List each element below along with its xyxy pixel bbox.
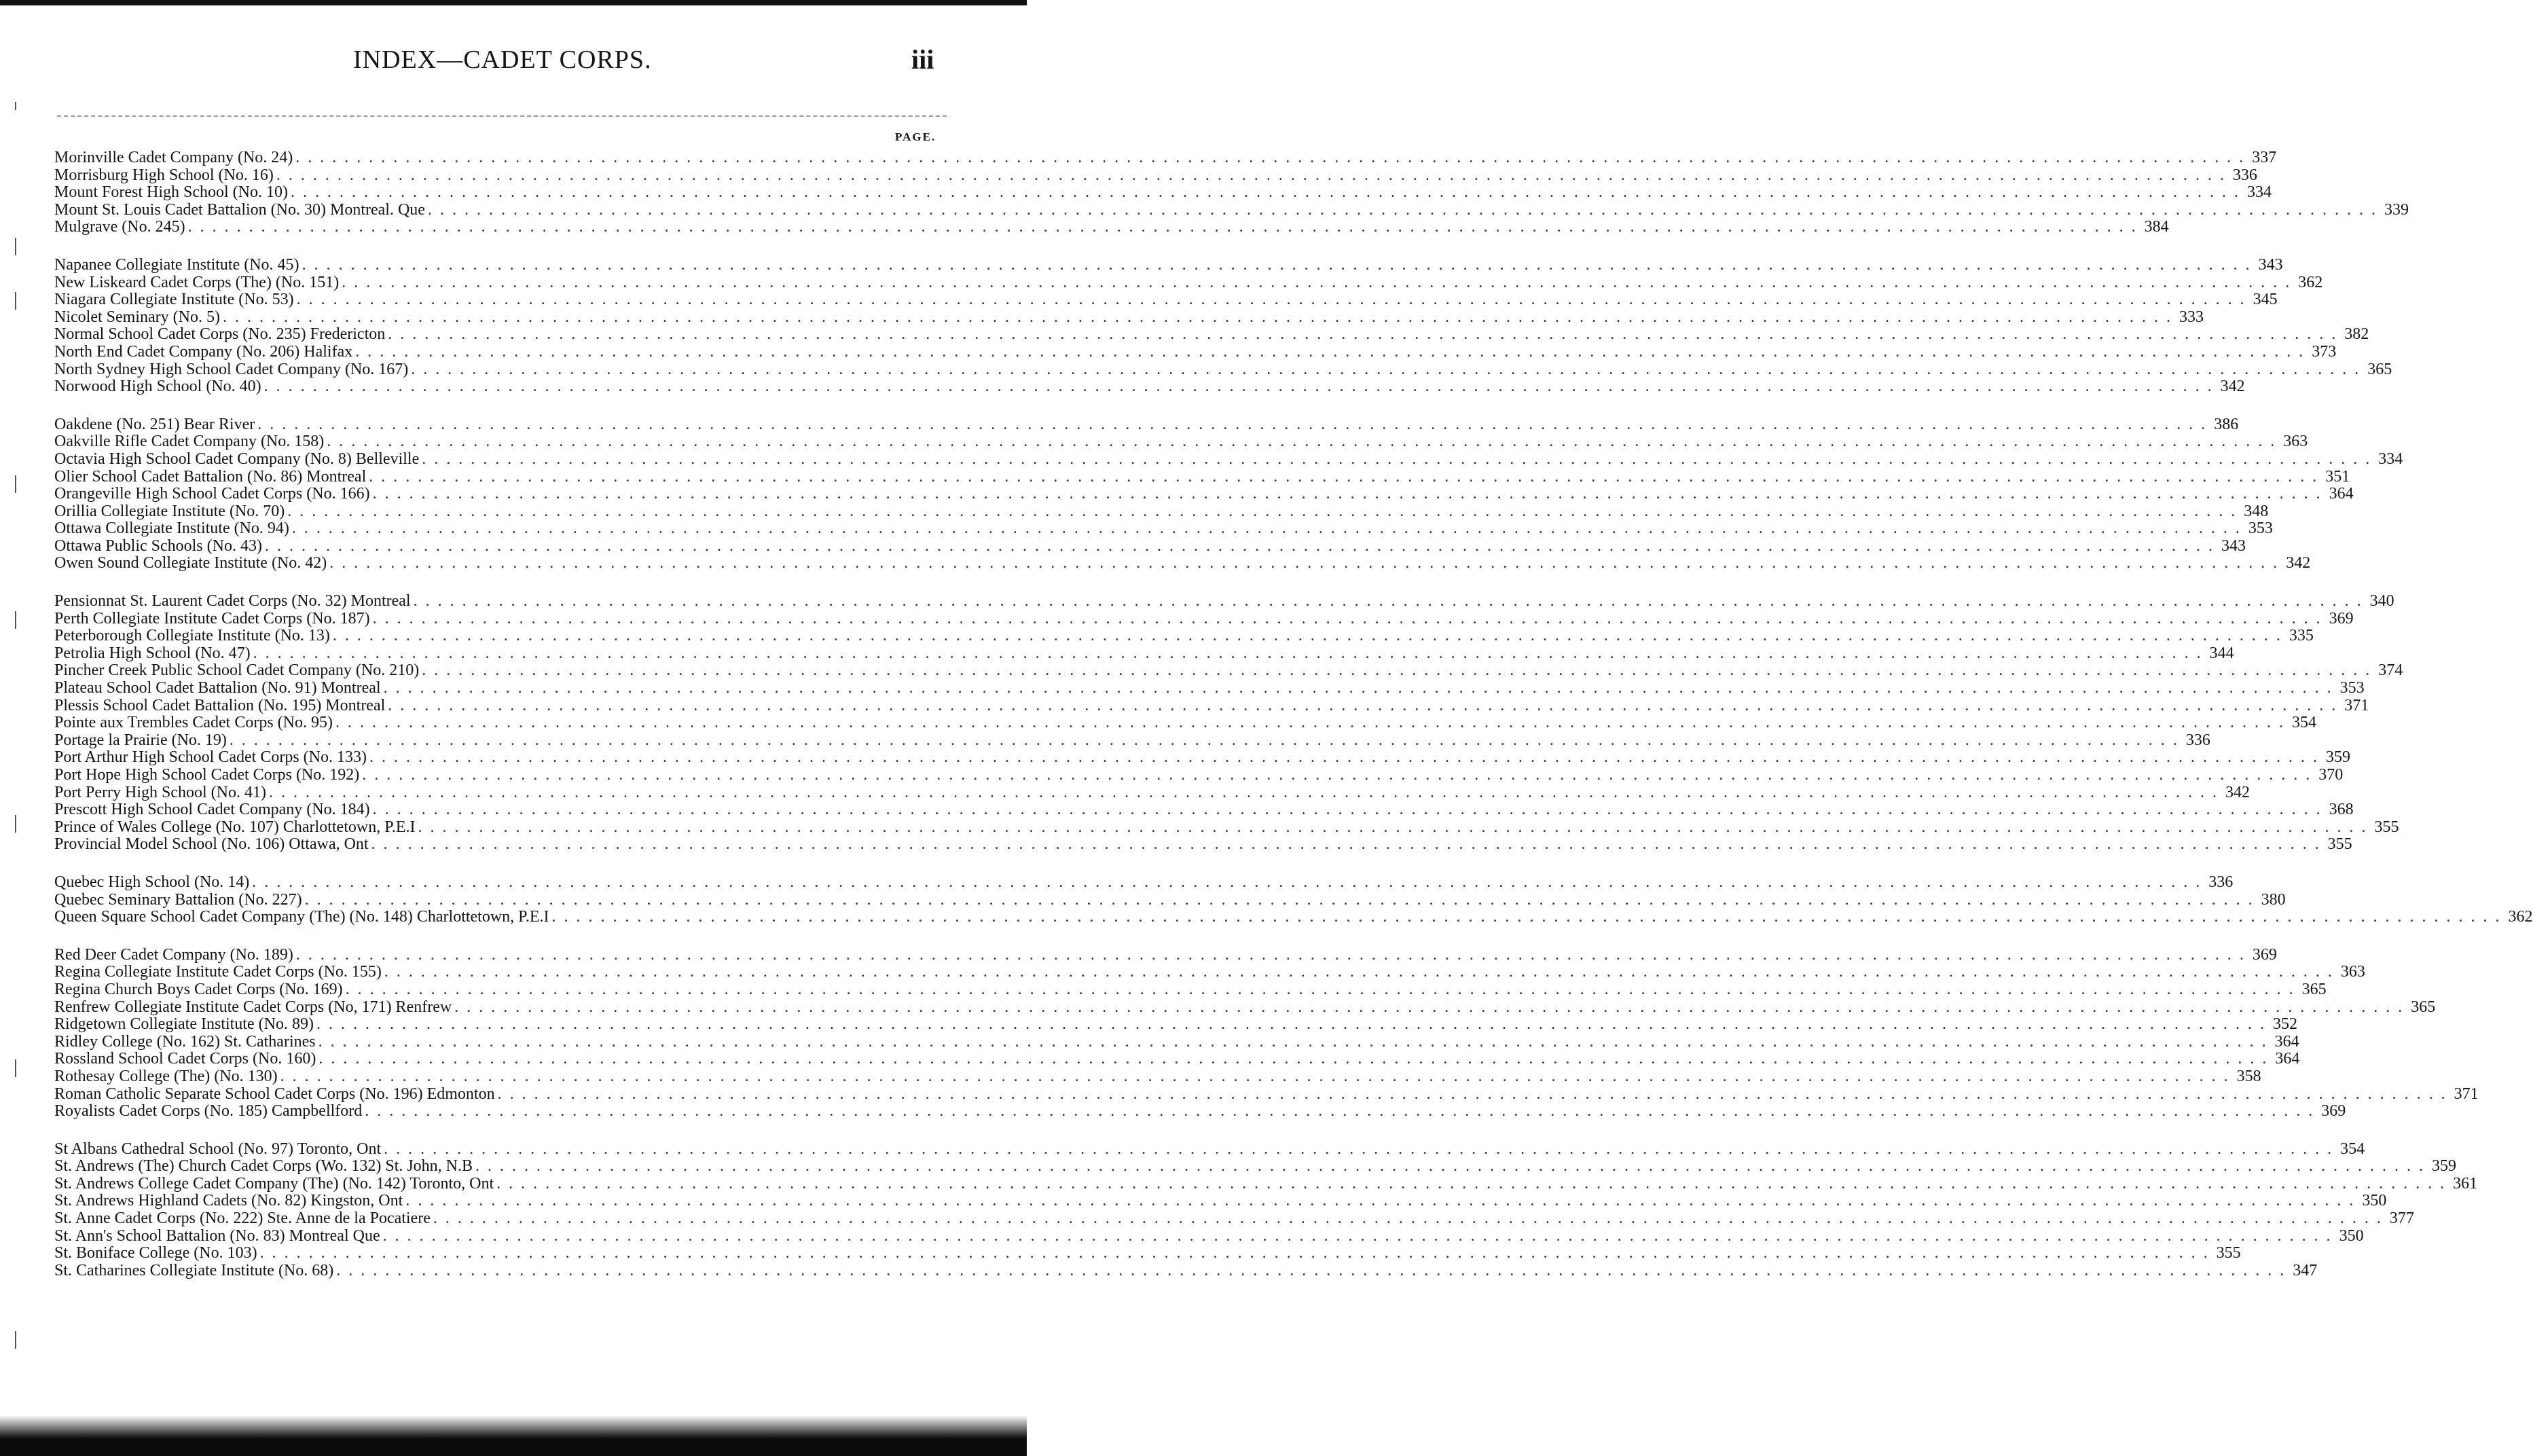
dot-leader: . . . . . . . . . . . . . . . . . . . . . . . . . . . . . . . . . . . . . . . . . . . . . . . . . . . . . . . . . . . . . . . . . . . . . . . . . . . . . . . . . . . . . . . . . . . . . . . . . . . . . . . . . . . . . . . . . . . . . . . . . . . . . . . . . . . . . . . . . . . . . . . . . . . . . . . . . . . . . . . . [345, 980, 2295, 998]
entry-name: St Albans Cathedral School (No. 97) Toronto, Ont [54, 1140, 382, 1158]
scan-top-edge [0, 0, 1027, 5]
entry-name: Provincial Model School (No. 106) Ottawa, Ont [54, 835, 369, 854]
index-entry [54, 1032, 2299, 1051]
entry-page-number: 353 [2248, 520, 2273, 538]
entry-page-number: 368 [2329, 801, 2354, 819]
entry-page-number: 371 [2454, 1085, 2479, 1103]
entry-page-number: 377 [2389, 1209, 2414, 1228]
entry-name: Regina Collegiate Institute Cadet Corps (No. 155) [54, 963, 382, 981]
index-entry [54, 818, 2399, 837]
entry-page-number: 342 [2220, 378, 2245, 396]
entry-name: Ottawa Public Schools (No. 43) [54, 536, 262, 555]
entry-page-number: 362 [2298, 273, 2323, 291]
index-entry [54, 1261, 2318, 1280]
entry-name: Renfrew Collegiate Institute Cadet Corps (No, 171) Renfrew [54, 998, 452, 1016]
dot-leader: . . . . . . . . . . . . . . . . . . . . . . . . . . . . . . . . . . . . . . . . . . . . . . . . . . . . . . . . . . . . . . . . . . . . . . . . . . . . . . . . . . . . . . . . . . . . . . . . . . . . . . . . . . . . . . . . . . . . . . . . . . . . . . . . . . . . . . . . . . . . . . . . . . . . . . . . . . . . . . . . [475, 1157, 2426, 1176]
entry-name: Ridgetown Collegiate Institute (No. 89) [54, 1015, 314, 1034]
dot-leader: . . . . . . . . . . . . . . . . . . . . . . . . . . . . . . . . . . . . . . . . . . . . . . . . . . . . . . . . . . . . . . . . . . . . . . . . . . . . . . . . . . . . . . . . . . . . . . . . . . . . . . . . . . . . . . . . . . . . . . . . . . . . . . . . . . . . . . . . . . . . . . . . . . . . . . . . . . . . . . . . [291, 520, 2242, 538]
index-entry [54, 166, 2257, 185]
margin-mark [15, 475, 16, 493]
dot-leader: . . . . . . . . . . . . . . . . . . . . . . . . . . . . . . . . . . . . . . . . . . . . . . . . . . . . . . . . . . . . . . . . . . . . . . . . . . . . . . . . . . . . . . . . . . . . . . . . . . . . . . . . . . . . . . . . . . . . . . . . . . . . . . . . . . . . . . . . . . . . . . . . . . . . . . . . . . . . . . . . [388, 696, 2338, 714]
entry-page-number: 362 [2508, 908, 2533, 926]
index-list [54, 149, 2533, 1300]
index-entry [54, 890, 2286, 909]
entry-page-number: 348 [2244, 502, 2269, 520]
dot-leader: . . . . . . . . . . . . . . . . . . . . . . . . . . . . . . . . . . . . . . . . . . . . . . . . . . . . . . . . . . . . . . . . . . . . . . . . . . . . . . . . . . . . . . . . . . . . . . . . . . . . . . . . . . . . . . . . . . . . . . . . . . . . . . . . . . . . . . . . . . . . . . . . . . . . . . . . . . . . . . . . [295, 149, 2246, 166]
dot-leader: . . . . . . . . . . . . . . . . . . . . . . . . . . . . . . . . . . . . . . . . . . . . . . . . . . . . . . . . . . . . . . . . . . . . . . . . . . . . . . . . . . . . . . . . . . . . . . . . . . . . . . . . . . . . . . . . . . . . . . . . . . . . . . . . . . . . . . . . . . . . . . . . . . . . . . . . . . . . . . . . [433, 1209, 2383, 1228]
index-entry [54, 998, 2436, 1017]
scan-bottom-shadow [0, 1415, 1027, 1456]
entry-name: North End Cadet Company (No. 206) Halifax [54, 342, 353, 361]
index-entry [54, 731, 2210, 750]
index-entry [54, 415, 2239, 434]
index-entry [54, 1226, 2364, 1245]
index-entry [54, 502, 2269, 521]
dot-leader: . . . . . . . . . . . . . . . . . . . . . . . . . . . . . . . . . . . . . . . . . . . . . . . . . . . . . . . . . . . . . . . . . . . . . . . . . . . . . . . . . . . . . . . . . . . . . . . . . . . . . . . . . . . . . . . . . . . . . . . . . . . . . . . . . . . . . . . . . . . . . . . . . . . . . . . . . . . . . . . . [316, 1015, 2266, 1034]
entry-page-number: 335 [2289, 627, 2314, 645]
index-entry [54, 1192, 2387, 1210]
index-entry [54, 1174, 2478, 1193]
entry-name: Oakville Rifle Cadet Company (No. 158) [54, 433, 325, 451]
dot-leader: . . . . . . . . . . . . . . . . . . . . . . . . . . . . . . . . . . . . . . . . . . . . . . . . . . . . . . . . . . . . . . . . . . . . . . . . . . . . . . . . . . . . . . . . . . . . . . . . . . . . . . . . . . . . . . . . . . . . . . . . . . . . . . . . . . . . . . . . . . . . . . . . . . . . . . . . . . . . . . . . [229, 731, 2179, 749]
entry-page-number: 386 [2214, 415, 2239, 433]
dot-leader: . . . . . . . . . . . . . . . . . . . . . . . . . . . . . . . . . . . . . . . . . . . . . . . . . . . . . . . . . . . . . . . . . . . . . . . . . . . . . . . . . . . . . . . . . . . . . . . . . . . . . . . . . . . . . . . . . . . . . . . . . . . . . . . . . . . . . . . . . . . . . . . . . . . . . . . . . . . . . . . . [372, 801, 2322, 819]
index-entry [54, 1157, 2457, 1176]
entry-name: St. Ann's School Battalion (No. 83) Montreal Que [54, 1226, 380, 1245]
entry-name: North Sydney High School Cadet Company (No. 167) [54, 360, 409, 378]
entry-name: Petrolia High School (No. 47) [54, 644, 251, 662]
entry-page-number: 384 [2144, 218, 2169, 236]
index-entry [54, 609, 2354, 628]
entry-page-number: 355 [2216, 1244, 2241, 1262]
margin-mark [15, 1059, 16, 1077]
margin-mark [15, 292, 16, 310]
entry-page-number: 370 [2318, 766, 2344, 784]
index-entry [54, 945, 2277, 964]
entry-name: Quebec High School (No. 14) [54, 873, 250, 891]
header-divider [57, 115, 947, 117]
index-entry [54, 627, 2314, 645]
page-title: INDEX—CADET CORPS. [353, 46, 652, 74]
entry-name: St. Andrews College Cadet Company (The) (No. 142) Toronto, Ont [54, 1174, 494, 1193]
index-entry [54, 1015, 2297, 1034]
dot-leader: . . . . . . . . . . . . . . . . . . . . . . . . . . . . . . . . . . . . . . . . . . . . . . . . . . . . . . . . . . . . . . . . . . . . . . . . . . . . . . . . . . . . . . . . . . . . . . . . . . . . . . . . . . . . . . . . . . . . . . . . . . . . . . . . . . . . . . . . . . . . . . . . . . . . . . . . . . . . . . . . [369, 467, 2319, 486]
entry-name: Mulgrave (No. 245) [54, 218, 185, 236]
index-section-p [54, 592, 2403, 854]
dot-leader: . . . . . . . . . . . . . . . . . . . . . . . . . . . . . . . . . . . . . . . . . . . . . . . . . . . . . . . . . . . . . . . . . . . . . . . . . . . . . . . . . . . . . . . . . . . . . . . . . . . . . . . . . . . . . . . . . . . . . . . . . . . . . . . . . . . . . . . . . . . . . . . . . . . . . . . . . . . . . . . . [304, 890, 2255, 909]
margin-mark [15, 815, 16, 833]
index-entry [54, 873, 2234, 892]
entry-name: New Liskeard Cadet Corps (The) (No. 151) [54, 273, 340, 291]
dot-leader: . . . . . . . . . . . . . . . . . . . . . . . . . . . . . . . . . . . . . . . . . . . . . . . . . . . . . . . . . . . . . . . . . . . . . . . . . . . . . . . . . . . . . . . . . . . . . . . . . . . . . . . . . . . . . . . . . . . . . . . . . . . . . . . . . . . . . . . . . . . . . . . . . . . . . . . . . . . . . . . . [332, 627, 2282, 645]
index-entry [54, 908, 2533, 926]
index-entry [54, 536, 2246, 556]
dot-leader: . . . . . . . . . . . . . . . . . . . . . . . . . . . . . . . . . . . . . . . . . . . . . . . . . . . . . . . . . . . . . . . . . . . . . . . . . . . . . . . . . . . . . . . . . . . . . . . . . . . . . . . . . . . . . . . . . . . . . . . . . . . . . . . . . . . . . . . . . . . . . . . . . . . . . . . . . . . . . . . . [551, 908, 2502, 926]
entry-page-number: 374 [2378, 661, 2403, 680]
dot-leader: . . . . . . . . . . . . . . . . . . . . . . . . . . . . . . . . . . . . . . . . . . . . . . . . . . . . . . . . . . . . . . . . . . . . . . . . . . . . . . . . . . . . . . . . . . . . . . . . . . . . . . . . . . . . . . . . . . . . . . . . . . . . . . . . . . . . . . . . . . . . . . . . . . . . . . . . . . . . . . . . [318, 1032, 2268, 1051]
margin-mark [15, 238, 16, 255]
entry-page-number: 352 [2272, 1015, 2297, 1034]
page-column-label: PAGE. [895, 130, 936, 143]
dot-leader: . . . . . . . . . . . . . . . . . . . . . . . . . . . . . . . . . . . . . . . . . . . . . . . . . . . . . . . . . . . . . . . . . . . . . . . . . . . . . . . . . . . . . . . . . . . . . . . . . . . . . . . . . . . . . . . . . . . . . . . . . . . . . . . . . . . . . . . . . . . . . . . . . . . . . . . . . . . . . . . . [342, 273, 2292, 291]
entry-page-number: 336 [2185, 731, 2210, 749]
entry-page-number: 351 [2325, 467, 2350, 486]
entry-name: Plessis School Cadet Battalion (No. 195) Montreal [54, 696, 386, 714]
dot-leader: . . . . . . . . . . . . . . . . . . . . . . . . . . . . . . . . . . . . . . . . . . . . . . . . . . . . . . . . . . . . . . . . . . . . . . . . . . . . . . . . . . . . . . . . . . . . . . . . . . . . . . . . . . . . . . . . . . . . . . . . . . . . . . . . . . . . . . . . . . . . . . . . . . . . . . . . . . . . . . . . [327, 433, 2277, 451]
entry-name: Royalists Cadet Corps (No. 185) Campbellford [54, 1102, 363, 1121]
entry-name: Queen Square School Cadet Company (The) (No. 148) Charlottetown, P.E.I [54, 908, 549, 926]
entry-name: Pincher Creek Public School Cadet Company (No. 210) [54, 661, 420, 680]
index-entry [54, 291, 2278, 309]
entry-page-number: 343 [2258, 255, 2283, 274]
entry-name: Port Perry High School (No. 41) [54, 783, 266, 801]
entry-name: Port Hope High School Cadet Corps (No. 192) [54, 766, 360, 784]
index-section-s [54, 1140, 2478, 1280]
entry-page-number: 353 [2339, 679, 2365, 697]
entry-name: St. Andrews (The) Church Cadet Corps (Wo. 132) St. John, N.B [54, 1157, 473, 1176]
dot-leader: . . . . . . . . . . . . . . . . . . . . . . . . . . . . . . . . . . . . . . . . . . . . . . . . . . . . . . . . . . . . . . . . . . . . . . . . . . . . . . . . . . . . . . . . . . . . . . . . . . . . . . . . . . . . . . . . . . . . . . . . . . . . . . . . . . . . . . . . . . . . . . . . . . . . . . . . . . . . . . . . [372, 485, 2322, 503]
index-entry [54, 273, 2323, 292]
index-entry [54, 1067, 2261, 1086]
dot-leader: . . . . . . . . . . . . . . . . . . . . . . . . . . . . . . . . . . . . . . . . . . . . . . . . . . . . . . . . . . . . . . . . . . . . . . . . . . . . . . . . . . . . . . . . . . . . . . . . . . . . . . . . . . . . . . . . . . . . . . . . . . . . . . . . . . . . . . . . . . . . . . . . . . . . . . . . . . . . . . . . [355, 342, 2306, 361]
dot-leader: . . . . . . . . . . . . . . . . . . . . . . . . . . . . . . . . . . . . . . . . . . . . . . . . . . . . . . . . . . . . . . . . . . . . . . . . . . . . . . . . . . . . . . . . . . . . . . . . . . . . . . . . . . . . . . . . . . . . . . . . . . . . . . . . . . . . . . . . . . . . . . . . . . . . . . . . . . . . . . . . [287, 502, 2238, 520]
entry-page-number: 337 [2252, 149, 2277, 166]
entry-page-number: 347 [2293, 1261, 2318, 1279]
index-entry [54, 485, 2354, 503]
entry-page-number: 369 [2329, 609, 2354, 627]
index-section-q [54, 873, 2533, 926]
entry-page-number: 364 [2275, 1050, 2300, 1068]
entry-name: Morinville Cadet Company (No. 24) [54, 149, 293, 166]
entry-page-number: 371 [2344, 696, 2369, 714]
entry-page-number: 364 [2274, 1032, 2299, 1051]
dot-leader: . . . . . . . . . . . . . . . . . . . . . . . . . . . . . . . . . . . . . . . . . . . . . . . . . . . . . . . . . . . . . . . . . . . . . . . . . . . . . . . . . . . . . . . . . . . . . . . . . . . . . . . . . . . . . . . . . . . . . . . . . . . . . . . . . . . . . . . . . . . . . . . . . . . . . . . . . . . . . . . . [411, 360, 2361, 378]
entry-page-number: 363 [2283, 433, 2308, 451]
entry-page-number: 359 [2325, 748, 2350, 767]
entry-name: Norwood High School (No. 40) [54, 378, 261, 396]
index-entry [54, 200, 2409, 219]
margin-mark [15, 102, 16, 110]
dot-leader: . . . . . . . . . . . . . . . . . . . . . . . . . . . . . . . . . . . . . . . . . . . . . . . . . . . . . . . . . . . . . . . . . . . . . . . . . . . . . . . . . . . . . . . . . . . . . . . . . . . . . . . . . . . . . . . . . . . . . . . . . . . . . . . . . . . . . . . . . . . . . . . . . . . . . . . . . . . . . . . . [291, 183, 2240, 202]
index-entry [54, 1102, 2346, 1121]
entry-name: Orillia Collegiate Institute (No. 70) [54, 502, 285, 520]
entry-name: Niagara Collegiate Institute (No. 53) [54, 291, 294, 309]
entry-name: Rossland School Cadet Corps (No. 160) [54, 1050, 316, 1068]
entry-page-number: 350 [2339, 1226, 2364, 1245]
index-entry [54, 183, 2272, 202]
dot-leader: . . . . . . . . . . . . . . . . . . . . . . . . . . . . . . . . . . . . . . . . . . . . . . . . . . . . . . . . . . . . . . . . . . . . . . . . . . . . . . . . . . . . . . . . . . . . . . . . . . . . . . . . . . . . . . . . . . . . . . . . . . . . . . . . . . . . . . . . . . . . . . . . . . . . . . . . . . . . . . . . [302, 255, 2252, 274]
entry-name: Perth Collegiate Institute Cadet Corps (No. 187) [54, 609, 370, 627]
entry-name: Plateau School Cadet Battalion (No. 91) Montreal [54, 679, 381, 697]
index-entry [54, 963, 2365, 981]
dot-leader: . . . . . . . . . . . . . . . . . . . . . . . . . . . . . . . . . . . . . . . . . . . . . . . . . . . . . . . . . . . . . . . . . . . . . . . . . . . . . . . . . . . . . . . . . . . . . . . . . . . . . . . . . . . . . . . . . . . . . . . . . . . . . . . . . . . . . . . . . . . . . . . . . . . . . . . . . . . . . . . . [372, 609, 2322, 627]
index-entry [54, 520, 2273, 538]
index-entry [54, 1244, 2241, 1262]
dot-leader: . . . . . . . . . . . . . . . . . . . . . . . . . . . . . . . . . . . . . . . . . . . . . . . . . . . . . . . . . . . . . . . . . . . . . . . . . . . . . . . . . . . . . . . . . . . . . . . . . . . . . . . . . . . . . . . . . . . . . . . . . . . . . . . . . . . . . . . . . . . . . . . . . . . . . . . . . . . . . . . . [336, 1261, 2286, 1279]
dot-leader: . . . . . . . . . . . . . . . . . . . . . . . . . . . . . . . . . . . . . . . . . . . . . . . . . . . . . . . . . . . . . . . . . . . . . . . . . . . . . . . . . . . . . . . . . . . . . . . . . . . . . . . . . . . . . . . . . . . . . . . . . . . . . . . . . . . . . . . . . . . . . . . . . . . . . . . . . . . . . . . . [388, 325, 2338, 344]
entry-page-number: 363 [2340, 963, 2365, 981]
index-entry [54, 766, 2344, 784]
entry-name: Regina Church Boys Cadet Corps (No. 169) [54, 980, 343, 998]
index-entry [54, 325, 2369, 344]
dot-leader: . . . . . . . . . . . . . . . . . . . . . . . . . . . . . . . . . . . . . . . . . . . . . . . . . . . . . . . . . . . . . . . . . . . . . . . . . . . . . . . . . . . . . . . . . . . . . . . . . . . . . . . . . . . . . . . . . . . . . . . . . . . . . . . . . . . . . . . . . . . . . . . . . . . . . . . . . . . . . . . . [496, 1174, 2447, 1193]
entry-name: Morrisburg High School (No. 16) [54, 166, 274, 184]
page-number: iii [911, 44, 934, 75]
entry-name: Rothesay College (The) (No. 130) [54, 1067, 278, 1085]
entry-name: Port Arthur High School Cadet Corps (No. 133) [54, 748, 367, 767]
dot-leader: . . . . . . . . . . . . . . . . . . . . . . . . . . . . . . . . . . . . . . . . . . . . . . . . . . . . . . . . . . . . . . . . . . . . . . . . . . . . . . . . . . . . . . . . . . . . . . . . . . . . . . . . . . . . . . . . . . . . . . . . . . . . . . . . . . . . . . . . . . . . . . . . . . . . . . . . . . . . . . . . [296, 291, 2246, 309]
entry-name: Mount St. Louis Cadet Battalion (No. 30) Montreal. Que [54, 200, 425, 219]
dot-leader: . . . . . . . . . . . . . . . . . . . . . . . . . . . . . . . . . . . . . . . . . . . . . . . . . . . . . . . . . . . . . . . . . . . . . . . . . . . . . . . . . . . . . . . . . . . . . . . . . . . . . . . . . . . . . . . . . . . . . . . . . . . . . . . . . . . . . . . . . . . . . . . . . . . . . . . . . . . . . . . . [382, 1226, 2333, 1245]
index-entry [54, 149, 2277, 167]
entry-name: St. Boniface College (No. 103) [54, 1244, 257, 1262]
entry-name: Prince of Wales College (No. 107) Charlottetown, P.E.I [54, 818, 416, 836]
dot-leader: . . . . . . . . . . . . . . . . . . . . . . . . . . . . . . . . . . . . . . . . . . . . . . . . . . . . . . . . . . . . . . . . . . . . . . . . . . . . . . . . . . . . . . . . . . . . . . . . . . . . . . . . . . . . . . . . . . . . . . . . . . . . . . . . . . . . . . . . . . . . . . . . . . . . . . . . . . . . . . . . [335, 714, 2285, 732]
index-entry [54, 433, 2308, 451]
entry-page-number: 333 [2179, 308, 2204, 326]
index-entry [54, 467, 2350, 486]
dot-leader: . . . . . . . . . . . . . . . . . . . . . . . . . . . . . . . . . . . . . . . . . . . . . . . . . . . . . . . . . . . . . . . . . . . . . . . . . . . . . . . . . . . . . . . . . . . . . . . . . . . . . . . . . . . . . . . . . . . . . . . . . . . . . . . . . . . . . . . . . . . . . . . . . . . . . . . . . . . . . . . . [259, 1244, 2210, 1262]
dot-leader: . . . . . . . . . . . . . . . . . . . . . . . . . . . . . . . . . . . . . . . . . . . . . . . . . . . . . . . . . . . . . . . . . . . . . . . . . . . . . . . . . . . . . . . . . . . . . . . . . . . . . . . . . . . . . . . . . . . . . . . . . . . . . . . . . . . . . . . . . . . . . . . . . . . . . . . . . . . . . . . . [276, 166, 2226, 184]
entry-name: Prescott High School Cadet Company (No. 184) [54, 801, 370, 819]
entry-page-number: 364 [2329, 485, 2354, 503]
index-section-o [54, 415, 2403, 572]
entry-page-number: 369 [2252, 945, 2277, 964]
entry-page-number: 361 [2453, 1174, 2478, 1193]
dot-leader: . . . . . . . . . . . . . . . . . . . . . . . . . . . . . . . . . . . . . . . . . . . . . . . . . . . . . . . . . . . . . . . . . . . . . . . . . . . . . . . . . . . . . . . . . . . . . . . . . . . . . . . . . . . . . . . . . . . . . . . . . . . . . . . . . . . . . . . . . . . . . . . . . . . . . . . . . . . . . . . . [497, 1085, 2447, 1103]
dot-leader: . . . . . . . . . . . . . . . . . . . . . . . . . . . . . . . . . . . . . . . . . . . . . . . . . . . . . . . . . . . . . . . . . . . . . . . . . . . . . . . . . . . . . . . . . . . . . . . . . . . . . . . . . . . . . . . . . . . . . . . . . . . . . . . . . . . . . . . . . . . . . . . . . . . . . . . . . . . . . . . . [280, 1067, 2230, 1085]
entry-page-number: 342 [2286, 554, 2311, 572]
dot-leader: . . . . . . . . . . . . . . . . . . . . . . . . . . . . . . . . . . . . . . . . . . . . . . . . . . . . . . . . . . . . . . . . . . . . . . . . . . . . . . . . . . . . . . . . . . . . . . . . . . . . . . . . . . . . . . . . . . . . . . . . . . . . . . . . . . . . . . . . . . . . . . . . . . . . . . . . . . . . . . . . [418, 818, 2368, 836]
dot-leader: . . . . . . . . . . . . . . . . . . . . . . . . . . . . . . . . . . . . . . . . . . . . . . . . . . . . . . . . . . . . . . . . . . . . . . . . . . . . . . . . . . . . . . . . . . . . . . . . . . . . . . . . . . . . . . . . . . . . . . . . . . . . . . . . . . . . . . . . . . . . . . . . . . . . . . . . . . . . . . . . [371, 835, 2321, 854]
entry-name: Orangeville High School Cadet Corps (No. 166) [54, 485, 370, 503]
dot-leader: . . . . . . . . . . . . . . . . . . . . . . . . . . . . . . . . . . . . . . . . . . . . . . . . . . . . . . . . . . . . . . . . . . . . . . . . . . . . . . . . . . . . . . . . . . . . . . . . . . . . . . . . . . . . . . . . . . . . . . . . . . . . . . . . . . . . . . . . . . . . . . . . . . . . . . . . . . . . . . . . [422, 450, 2372, 468]
entry-name: Peterborough Collegiate Institute (No. 13) [54, 627, 330, 645]
dot-leader: . . . . . . . . . . . . . . . . . . . . . . . . . . . . . . . . . . . . . . . . . . . . . . . . . . . . . . . . . . . . . . . . . . . . . . . . . . . . . . . . . . . . . . . . . . . . . . . . . . . . . . . . . . . . . . . . . . . . . . . . . . . . . . . . . . . . . . . . . . . . . . . . . . . . . . . . . . . . . . . . [253, 644, 2203, 662]
index-entry [54, 255, 2283, 274]
index-entry [54, 1050, 2300, 1068]
entry-name: Pointe aux Trembles Cadet Corps (No. 95) [54, 714, 333, 732]
dot-leader: . . . . . . . . . . . . . . . . . . . . . . . . . . . . . . . . . . . . . . . . . . . . . . . . . . . . . . . . . . . . . . . . . . . . . . . . . . . . . . . . . . . . . . . . . . . . . . . . . . . . . . . . . . . . . . . . . . . . . . . . . . . . . . . . . . . . . . . . . . . . . . . . . . . . . . . . . . . . . . . . [362, 766, 2312, 784]
dot-leader: . . . . . . . . . . . . . . . . . . . . . . . . . . . . . . . . . . . . . . . . . . . . . . . . . . . . . . . . . . . . . . . . . . . . . . . . . . . . . . . . . . . . . . . . . . . . . . . . . . . . . . . . . . . . . . . . . . . . . . . . . . . . . . . . . . . . . . . . . . . . . . . . . . . . . . . . . . . . . . . . [384, 963, 2334, 981]
entry-name: Octavia High School Cadet Company (No. 8) Belleville [54, 450, 420, 468]
dot-leader: . . . . . . . . . . . . . . . . . . . . . . . . . . . . . . . . . . . . . . . . . . . . . . . . . . . . . . . . . . . . . . . . . . . . . . . . . . . . . . . . . . . . . . . . . . . . . . . . . . . . . . . . . . . . . . . . . . . . . . . . . . . . . . . . . . . . . . . . . . . . . . . . . . . . . . . . . . . . . . . . [427, 200, 2377, 219]
index-entry [54, 748, 2350, 767]
entry-name: Normal School Cadet Corps (No. 235) Fredericton [54, 325, 386, 344]
entry-name: Portage la Prairie (No. 19) [54, 731, 227, 749]
entry-name: Olier School Cadet Battalion (No. 86) Montreal [54, 467, 367, 486]
entry-page-number: 339 [2384, 200, 2409, 219]
index-entry [54, 1209, 2414, 1228]
index-entry [54, 661, 2403, 680]
dot-leader: . . . . . . . . . . . . . . . . . . . . . . . . . . . . . . . . . . . . . . . . . . . . . . . . . . . . . . . . . . . . . . . . . . . . . . . . . . . . . . . . . . . . . . . . . . . . . . . . . . . . . . . . . . . . . . . . . . . . . . . . . . . . . . . . . . . . . . . . . . . . . . . . . . . . . . . . . . . . . . . . [454, 998, 2405, 1016]
index-entry [54, 308, 2204, 327]
entry-name: St. Andrews Highland Cadets (No. 82) Kingston, Ont [54, 1192, 403, 1210]
index-entry [54, 592, 2394, 611]
entry-page-number: 382 [2344, 325, 2369, 344]
entry-page-number: 380 [2261, 890, 2286, 909]
dot-leader: . . . . . . . . . . . . . . . . . . . . . . . . . . . . . . . . . . . . . . . . . . . . . . . . . . . . . . . . . . . . . . . . . . . . . . . . . . . . . . . . . . . . . . . . . . . . . . . . . . . . . . . . . . . . . . . . . . . . . . . . . . . . . . . . . . . . . . . . . . . . . . . . . . . . . . . . . . . . . . . . [329, 554, 2280, 572]
entry-name: Ridley College (No. 162) St. Catharines [54, 1032, 316, 1051]
dot-leader: . . . . . . . . . . . . . . . . . . . . . . . . . . . . . . . . . . . . . . . . . . . . . . . . . . . . . . . . . . . . . . . . . . . . . . . . . . . . . . . . . . . . . . . . . . . . . . . . . . . . . . . . . . . . . . . . . . . . . . . . . . . . . . . . . . . . . . . . . . . . . . . . . . . . . . . . . . . . . . . . [365, 1102, 2315, 1121]
dot-leader: . . . . . . . . . . . . . . . . . . . . . . . . . . . . . . . . . . . . . . . . . . . . . . . . . . . . . . . . . . . . . . . . . . . . . . . . . . . . . . . . . . . . . . . . . . . . . . . . . . . . . . . . . . . . . . . . . . . . . . . . . . . . . . . . . . . . . . . . . . . . . . . . . . . . . . . . . . . . . . . . [405, 1192, 2356, 1210]
index-entry [54, 450, 2403, 469]
index-entry [54, 835, 2352, 854]
index-entry [54, 218, 2169, 236]
entry-page-number: 336 [2208, 873, 2234, 891]
dot-leader: . . . . . . . . . . . . . . . . . . . . . . . . . . . . . . . . . . . . . . . . . . . . . . . . . . . . . . . . . . . . . . . . . . . . . . . . . . . . . . . . . . . . . . . . . . . . . . . . . . . . . . . . . . . . . . . . . . . . . . . . . . . . . . . . . . . . . . . . . . . . . . . . . . . . . . . . . . . . . . . . [383, 679, 2333, 697]
margin-mark [15, 1331, 16, 1349]
entry-page-number: 343 [2221, 536, 2246, 555]
entry-name: Napanee Collegiate Institute (No. 45) [54, 255, 299, 274]
dot-leader: . . . . . . . . . . . . . . . . . . . . . . . . . . . . . . . . . . . . . . . . . . . . . . . . . . . . . . . . . . . . . . . . . . . . . . . . . . . . . . . . . . . . . . . . . . . . . . . . . . . . . . . . . . . . . . . . . . . . . . . . . . . . . . . . . . . . . . . . . . . . . . . . . . . . . . . . . . . . . . . . [369, 748, 2319, 767]
dot-leader: . . . . . . . . . . . . . . . . . . . . . . . . . . . . . . . . . . . . . . . . . . . . . . . . . . . . . . . . . . . . . . . . . . . . . . . . . . . . . . . . . . . . . . . . . . . . . . . . . . . . . . . . . . . . . . . . . . . . . . . . . . . . . . . . . . . . . . . . . . . . . . . . . . . . . . . . . . . . . . . . [252, 873, 2202, 891]
index-entry [54, 644, 2234, 663]
entry-page-number: 355 [2327, 835, 2352, 854]
dot-leader: . . . . . . . . . . . . . . . . . . . . . . . . . . . . . . . . . . . . . . . . . . . . . . . . . . . . . . . . . . . . . . . . . . . . . . . . . . . . . . . . . . . . . . . . . . . . . . . . . . . . . . . . . . . . . . . . . . . . . . . . . . . . . . . . . . . . . . . . . . . . . . . . . . . . . . . . . . . . . . . . [187, 218, 2138, 236]
dot-leader: . . . . . . . . . . . . . . . . . . . . . . . . . . . . . . . . . . . . . . . . . . . . . . . . . . . . . . . . . . . . . . . . . . . . . . . . . . . . . . . . . . . . . . . . . . . . . . . . . . . . . . . . . . . . . . . . . . . . . . . . . . . . . . . . . . . . . . . . . . . . . . . . . . . . . . . . . . . . . . . . [422, 661, 2372, 680]
index-entry [54, 342, 2337, 361]
dot-leader: . . . . . . . . . . . . . . . . . . . . . . . . . . . . . . . . . . . . . . . . . . . . . . . . . . . . . . . . . . . . . . . . . . . . . . . . . . . . . . . . . . . . . . . . . . . . . . . . . . . . . . . . . . . . . . . . . . . . . . . . . . . . . . . . . . . . . . . . . . . . . . . . . . . . . . . . . . . . . . . . [268, 783, 2219, 801]
entry-name: Oakdene (No. 251) Bear River [54, 415, 255, 433]
entry-page-number: 373 [2312, 342, 2337, 361]
dot-leader: . . . . . . . . . . . . . . . . . . . . . . . . . . . . . . . . . . . . . . . . . . . . . . . . . . . . . . . . . . . . . . . . . . . . . . . . . . . . . . . . . . . . . . . . . . . . . . . . . . . . . . . . . . . . . . . . . . . . . . . . . . . . . . . . . . . . . . . . . . . . . . . . . . . . . . . . . . . . . . . . [257, 415, 2208, 433]
entry-name: St. Anne Cadet Corps (No. 222) Ste. Anne de la Pocatiere [54, 1209, 431, 1228]
entry-page-number: 369 [2321, 1102, 2346, 1121]
entry-page-number: 336 [2232, 166, 2257, 184]
index-section-n [54, 255, 2392, 396]
entry-name: Owen Sound Collegiate Institute (No. 42) [54, 554, 327, 572]
dot-leader: . . . . . . . . . . . . . . . . . . . . . . . . . . . . . . . . . . . . . . . . . . . . . . . . . . . . . . . . . . . . . . . . . . . . . . . . . . . . . . . . . . . . . . . . . . . . . . . . . . . . . . . . . . . . . . . . . . . . . . . . . . . . . . . . . . . . . . . . . . . . . . . . . . . . . . . . . . . . . . . . [222, 308, 2172, 326]
entry-name: Roman Catholic Separate School Cadet Corps (No. 196) Edmonton [54, 1085, 495, 1103]
entry-page-number: 342 [2225, 783, 2250, 801]
index-entry [54, 378, 2245, 396]
entry-page-number: 334 [2378, 450, 2403, 468]
index-entry [54, 1085, 2479, 1104]
entry-page-number: 365 [2301, 980, 2327, 998]
entry-page-number: 354 [2340, 1140, 2365, 1158]
entry-page-number: 358 [2236, 1067, 2261, 1085]
index-entry [54, 1140, 2365, 1159]
entry-name: Pensionnat St. Laurent Cadet Corps (No. 32) Montreal [54, 592, 411, 611]
index-entry [54, 696, 2369, 715]
entry-page-number: 359 [2432, 1157, 2457, 1176]
dot-leader: . . . . . . . . . . . . . . . . . . . . . . . . . . . . . . . . . . . . . . . . . . . . . . . . . . . . . . . . . . . . . . . . . . . . . . . . . . . . . . . . . . . . . . . . . . . . . . . . . . . . . . . . . . . . . . . . . . . . . . . . . . . . . . . . . . . . . . . . . . . . . . . . . . . . . . . . . . . . . . . . [384, 1140, 2334, 1158]
index-entry [54, 801, 2354, 819]
index-entry [54, 554, 2311, 572]
dot-leader: . . . . . . . . . . . . . . . . . . . . . . . . . . . . . . . . . . . . . . . . . . . . . . . . . . . . . . . . . . . . . . . . . . . . . . . . . . . . . . . . . . . . . . . . . . . . . . . . . . . . . . . . . . . . . . . . . . . . . . . . . . . . . . . . . . . . . . . . . . . . . . . . . . . . . . . . . . . . . . . . [295, 945, 2246, 964]
entry-page-number: 355 [2374, 818, 2399, 836]
dot-leader: . . . . . . . . . . . . . . . . . . . . . . . . . . . . . . . . . . . . . . . . . . . . . . . . . . . . . . . . . . . . . . . . . . . . . . . . . . . . . . . . . . . . . . . . . . . . . . . . . . . . . . . . . . . . . . . . . . . . . . . . . . . . . . . . . . . . . . . . . . . . . . . . . . . . . . . . . . . . . . . . [263, 378, 2214, 396]
entry-name: Red Deer Cadet Company (No. 189) [54, 945, 293, 964]
index-entry [54, 679, 2365, 697]
entry-page-number: 365 [2367, 360, 2392, 378]
index-section-r [54, 945, 2479, 1121]
entry-page-number: 334 [2247, 183, 2272, 202]
entry-name: Ottawa Collegiate Institute (No. 94) [54, 520, 289, 538]
index-entry [54, 714, 2316, 732]
entry-name: Mount Forest High School (No. 10) [54, 183, 288, 202]
entry-name: Nicolet Seminary (No. 5) [54, 308, 220, 326]
entry-page-number: 365 [2411, 998, 2436, 1016]
entry-page-number: 350 [2362, 1192, 2387, 1210]
entry-name: St. Catharines Collegiate Institute (No. 68) [54, 1261, 334, 1279]
entry-page-number: 344 [2209, 644, 2234, 662]
index-section-m [54, 149, 2409, 236]
entry-name: Quebec Seminary Battalion (No. 227) [54, 890, 302, 909]
entry-page-number: 354 [2291, 714, 2316, 732]
index-entry [54, 783, 2250, 802]
dot-leader: . . . . . . . . . . . . . . . . . . . . . . . . . . . . . . . . . . . . . . . . . . . . . . . . . . . . . . . . . . . . . . . . . . . . . . . . . . . . . . . . . . . . . . . . . . . . . . . . . . . . . . . . . . . . . . . . . . . . . . . . . . . . . . . . . . . . . . . . . . . . . . . . . . . . . . . . . . . . . . . . [413, 592, 2363, 611]
entry-page-number: 345 [2253, 291, 2278, 309]
dot-leader: . . . . . . . . . . . . . . . . . . . . . . . . . . . . . . . . . . . . . . . . . . . . . . . . . . . . . . . . . . . . . . . . . . . . . . . . . . . . . . . . . . . . . . . . . . . . . . . . . . . . . . . . . . . . . . . . . . . . . . . . . . . . . . . . . . . . . . . . . . . . . . . . . . . . . . . . . . . . . . . . [318, 1050, 2269, 1068]
index-entry [54, 360, 2392, 379]
dot-leader: . . . . . . . . . . . . . . . . . . . . . . . . . . . . . . . . . . . . . . . . . . . . . . . . . . . . . . . . . . . . . . . . . . . . . . . . . . . . . . . . . . . . . . . . . . . . . . . . . . . . . . . . . . . . . . . . . . . . . . . . . . . . . . . . . . . . . . . . . . . . . . . . . . . . . . . . . . . . . . . . [264, 536, 2215, 555]
entry-page-number: 340 [2369, 592, 2394, 611]
margin-mark [15, 611, 16, 629]
index-entry [54, 980, 2327, 999]
